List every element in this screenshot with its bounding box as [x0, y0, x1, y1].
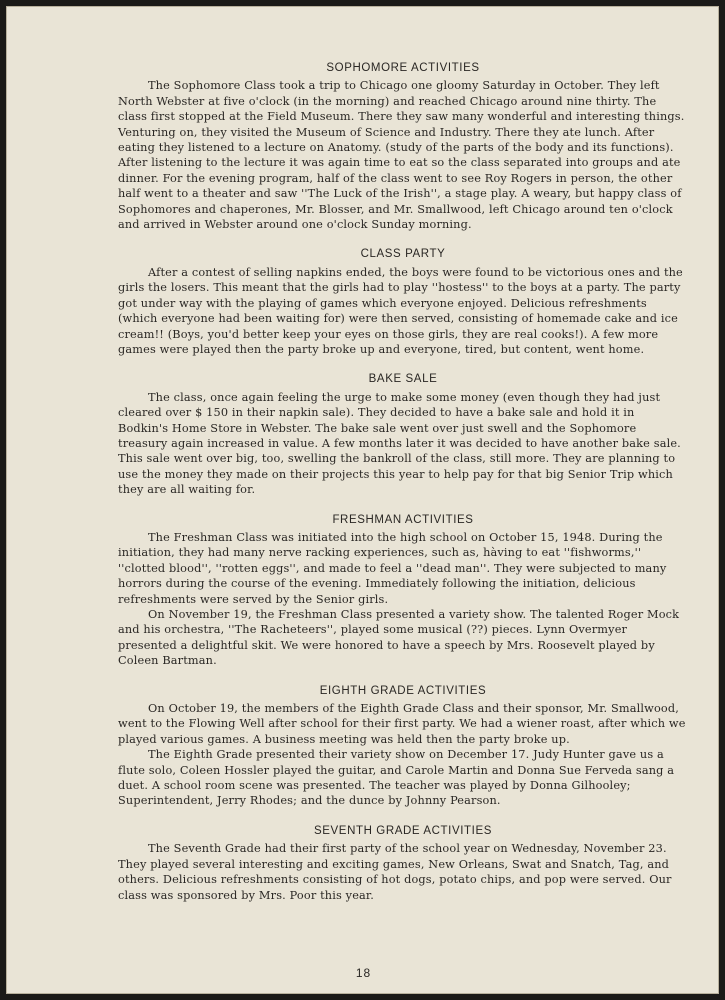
paragraph: The Freshman Class was initiated into the high school on October 15, 1948. During the initiation, they had many nerve racking experiences, such as, hàving to eat ''fishworms,'' ''clotted blood'', ''rotten eggs'', and made to feel a ''dead man''. They were subjected to many horrors during the course of the evening. Immediately following the initiation, delicious refreshments were served by the Senior girls. — [118, 530, 667, 606]
paragraph: The Seventh Grade had their first party of the school year on Wednesday, November 23. They played several interesting and exciting games, New Orleans, Swat and Snatch, Tag, and others. Delicious refreshments consisting of hot dogs, potato chips, and pop were served. Our class was sponsored by Mrs. Poor this year. — [118, 842, 672, 902]
paragraph: After a contest of selling napkins ended, the boys were found to be victorious ones and the girls the losers. This meant that the girls had to play ''hostess'' to the boys at a party. The party got under way with the playing of games which everyone enjoyed. Delicious refreshments (which everyone had been waiting for) were then served, consisting of homemade cake and ice cream!! (Boys, you'd better keep your eyes on those girls, they are real cooks!). A few more games were played then the party broke up and everyone, tired, but content, went home. — [118, 265, 683, 356]
section-heading: FRESHMAN ACTIVITIES — [332, 513, 474, 526]
sophomore-activities-section — [118, 61, 688, 232]
yearbook-page — [6, 6, 719, 994]
paragraph: The Sophomore Class took a trip to Chicago one gloomy Saturday in October. They left North Webster at five o'clock (in the morning) and reached Chicago around nine thirty. The class first stopped at the Field Museum. There they saw many wonderful and interesting things. Venturing on, they visited the Museum of Science and Industry. There they ate lunch. After eating they listened to a lecture on Anatomy. (study of the parts of the body and its functions). After listening to the lecture it was again time to eat so the class separated into groups and ate dinner. For the evening program, half of the class went to see Roy Rogers in person, the other half went to a theater and saw ''The Luck of the Irish'', a stage play. A weary, but happy class of Sophomores and chaperones, Mr. Blosser, and Mr. Smallwood, left Chicago around ten o'clock and arrived in Webster around one o'clock Sunday morning. — [118, 79, 685, 232]
section-heading: EIGHTH GRADE ACTIVITIES — [319, 684, 487, 697]
paragraph: On October 19, the members of the Eighth Grade Class and their sponsor, Mr. Smallwood, went to the Flowing Well after school for their first party. We had a wiener roast, after which we played various games. A business meeting was held then the party broke up. — [118, 702, 686, 746]
paragraph: The Eighth Grade presented their variety show on December 17. Judy Hunter gave us a flute solo, Coleen Hossler played the guitar, and Carole Martin and Donna Sue Ferveda sang a duet. A school room scene was presented. The teacher was played by Donna Gilhooley; Superintendent, Jerry Rhodes; and the dunce by Johnny Pearson. — [118, 748, 675, 808]
section-heading: CLASS PARTY — [360, 248, 446, 261]
bake-sale-section — [118, 372, 688, 497]
freshman-activities-section — [118, 513, 688, 669]
paragraph: The class, once again feeling the urge to make some money (even though they had just cleared over $ 150 in their napkin sale). They decided to have a bake sale and hold it in Bodkin's Home Store in Webster. The bake sale went over just swell and the Sophomore treasury again increased in value. A few months later it was decided to have another bake sale. This sale went over big, too, swelling the bankroll of the class, still more. They are planning to use the money they made on their projects this year to help pay for that big Senior Trip which they are all waiting for. — [118, 390, 681, 497]
section-heading: SOPHOMORE ACTIVITIES — [326, 62, 480, 74]
section-heading: BAKE SALE — [368, 373, 438, 386]
class-party-section — [118, 247, 688, 357]
eighth-grade-activities-section — [118, 684, 688, 809]
seventh-grade-activities-section — [118, 824, 688, 903]
page-content — [118, 61, 688, 918]
section-heading: SEVENTH GRADE ACTIVITIES — [314, 824, 492, 837]
paragraph: On November 19, the Freshman Class presented a variety show. The talented Roger Mock and his orchestra, ''The Racheteers'', played some musical (??) pieces. Lynn Overmyer presented a delightful skit. We were honored to have a speech by Mrs. Roosevelt played by Coleen Bartman. — [118, 608, 680, 668]
page-number: 18 — [355, 966, 372, 980]
